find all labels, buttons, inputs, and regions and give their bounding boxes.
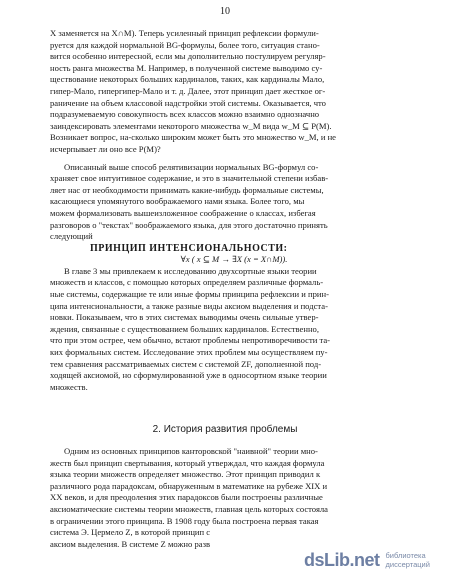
principle-formula: ∀x ( x ⊆ M → ∃X (x = X∩M)).: [180, 254, 288, 265]
text-line: жеств был принцип свертывания, который утверждал, что каждая формула: [50, 457, 325, 468]
text-line: Одним из основных принципов канторовской "наивной" теории мно-: [64, 446, 318, 456]
text-line: подразумеваемую совокупность всех классов можно взаимно однозначно: [50, 109, 320, 120]
text-line: руется для каждой нормальной BG-формулы, более того, ситуация стано-: [50, 39, 320, 50]
text-line: аксиом выделения. В системе Z можно разв: [50, 538, 211, 549]
text-line: тем сравнения рассматриваемых систем с системой ZF, дополненной под-: [50, 358, 322, 369]
text-line: X заменяется на X∩M). Теперь усиленный принцип рефлексии формули-: [50, 28, 319, 38]
text-line: в ограничении этого принципа. В 1908 году была построена первая такая: [50, 515, 319, 526]
text-line: раничение на объем классовой надстройки этой системы. Оказывается, что: [50, 97, 326, 108]
text-line: новки. Показываем, что в этих системах выводимы очень сильные утвер-: [50, 312, 319, 323]
text-line: ществование некоторых больших кардиналов, таких, как кардиналы Мало,: [50, 74, 325, 85]
dslib-watermark: [304, 544, 442, 576]
page-number: 10: [220, 6, 230, 17]
text-line: следующий: [50, 231, 93, 242]
text-line: ципа интенсиональности, а также разные виды аксиом выделения и подста-: [50, 300, 328, 311]
text-line: разговоров о "текстах" воображаемого языка, для этого достаточно принять: [50, 219, 328, 230]
text-line: аксиоматические системы теории множеств, главная цель которых состояла: [50, 503, 328, 514]
text-line: ходящей аксиомой, но сформулированной уже в односортном языке теории: [50, 370, 327, 381]
text-line: система Э. Цермело Z, в которой принцип с: [50, 527, 211, 538]
text-line: ляет нас от необходимости принимать какие-нибудь формальные системы,: [50, 184, 324, 195]
text-line: исчерпывает ли оно все P(M)?: [50, 143, 161, 154]
text-line: Описанный выше способ релятивизации нормальных BG-формул со-: [64, 161, 319, 172]
text-line: XX веков, и для преодоления этих парадоксов были построены различные: [50, 492, 323, 503]
text-line: заиндексировать элементами некоторого множества w_M вида w_M ⊆ P(M).: [50, 120, 332, 131]
principle-heading: ПРИНЦИП ИНТЕНСИОНАЛЬНОСТИ:: [90, 242, 288, 254]
text-line: что при этом острее, чем обычно, встают проблемы непротиворечивости та-: [50, 335, 331, 346]
text-line: ность ранга множества M. Например, в полученной системе выводимо су-: [50, 62, 323, 73]
text-line: храняет свое интуитивное содержание, и это в значительной степени избав-: [50, 173, 329, 184]
body-text-lower: [50, 446, 418, 550]
watermark-caption: библиотека диссертаций: [385, 551, 430, 569]
body-text-upper: [50, 28, 418, 393]
text-line: множеств.: [50, 381, 88, 392]
text-line: различного рода парадоксам, обнаруженным в математике на рубеже XIX и: [50, 480, 328, 491]
section-title: 2. История развития проблемы: [152, 424, 298, 435]
text-line: В главе 3 мы привлекаем к исследованию двухсортные языки теории: [64, 265, 317, 276]
text-line: ждения, связанные с существованием больших кардиналов. Естественно,: [50, 323, 320, 334]
text-line: Возникает вопрос, на-сколько широким может быть это множество w_M, и не: [50, 132, 336, 143]
text-line: языка теории множеств определяет множество. Этот принцип приводил к: [50, 469, 321, 480]
text-line: вится особенно интересной, если мы дополнительно постулируем регуляр-: [50, 51, 326, 62]
text-line: ные системы, содержащие те или иные формы принципа рефлексии и прин-: [50, 289, 329, 300]
text-line: множеств и классов, с помощью которых определяем различные формаль-: [50, 277, 324, 288]
dslib-logo: dsLib.net: [304, 550, 380, 570]
text-line: можем формализовать вышеизложенное соображение о классах, избегая: [50, 207, 316, 218]
text-line: гипер-Мало, гипергипер-Мало и т. д. Далее, этот принцип дает жесткое ог-: [50, 85, 326, 96]
text-line: касающиеся упомянутого воображаемого нами языка. Более того, мы: [50, 196, 305, 207]
text-line: ких формальных систем. Исследование этих проблем мы осуществляем пу-: [50, 347, 328, 358]
